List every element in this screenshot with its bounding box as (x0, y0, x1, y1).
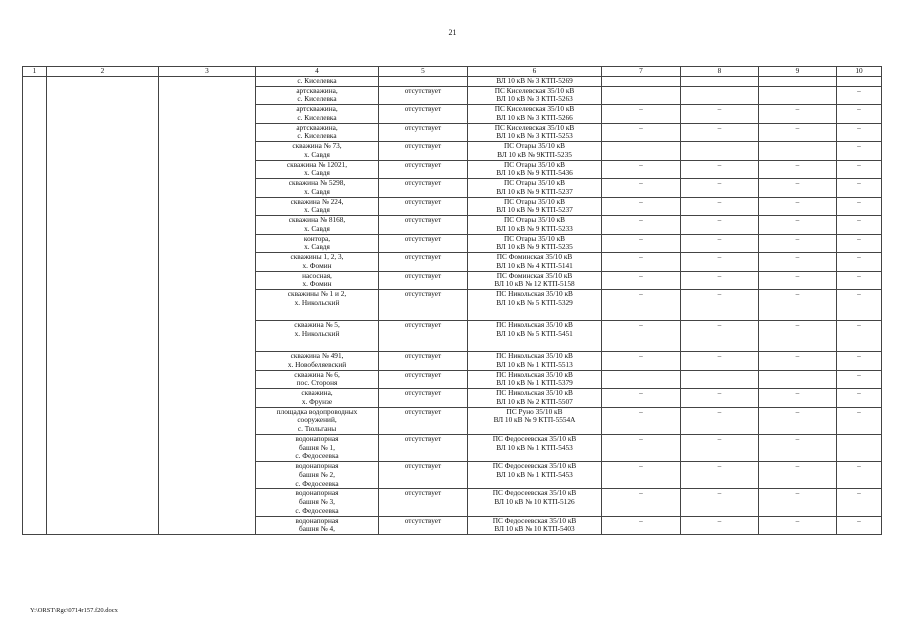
col7-cell: – (602, 197, 681, 216)
object-cell-line: артскважина, (296, 86, 338, 95)
substation-cell-line: ПС Фоминская 35/10 кВ (496, 252, 573, 261)
column-header: 8 (681, 67, 759, 77)
object-cell-line: сооружений, (297, 415, 337, 425)
col10-cell (837, 434, 882, 461)
substation-cell (468, 321, 602, 352)
object-cell (256, 290, 379, 321)
column-header: 9 (759, 67, 837, 77)
substation-cell-line: ВЛ 10 кВ № 1 КТП-5379 (496, 378, 573, 388)
substation-cell (468, 389, 602, 408)
col9-cell: – (759, 179, 837, 198)
source-cell: отсутствует (379, 516, 468, 535)
col7-cell: – (602, 321, 681, 352)
substation-cell (468, 462, 602, 489)
column-header: 10 (837, 67, 882, 77)
object-cell-line: с. Киселевка (297, 76, 337, 85)
substation-cell (468, 86, 602, 105)
substation-cell-line: ВЛ 10 кВ № 3 КТП-5263 (496, 94, 573, 104)
source-cell: отсутствует (379, 123, 468, 142)
col8-cell: – (681, 105, 759, 124)
substation-cell-line: ВЛ 10 кВ № 5 КТП-5451 (496, 328, 573, 338)
object-cell-line: х. Савдя (304, 186, 330, 196)
col7-cell: – (602, 407, 681, 434)
col10-cell: – (837, 462, 882, 489)
substation-cell-line: ПС Отары 35/10 кВ (504, 178, 565, 187)
col7-cell: – (602, 352, 681, 371)
substation-cell (468, 76, 602, 86)
col8-cell: – (681, 516, 759, 535)
substation-cell-line: ПС Никольская 35/10 кВ (496, 320, 573, 329)
object-cell-line: башня № 2, (299, 469, 335, 479)
substation-cell-line: ВЛ 10 кВ № 5 КТП-5329 (496, 297, 573, 307)
substation-cell-line: ПС Отары 35/10 кВ (504, 197, 565, 206)
source-cell: отсутствует (379, 86, 468, 105)
object-cell-line: х. Савдя (304, 223, 330, 233)
col9-cell: – (759, 462, 837, 489)
col8-cell (681, 86, 759, 105)
object-cell-line: скважина № 6, (294, 370, 340, 379)
substation-cell-line: ВЛ 10 кВ № 12 КТП-5158 (494, 279, 575, 289)
substation-cell (468, 179, 602, 198)
object-cell (256, 123, 379, 142)
col8-cell: – (681, 179, 759, 198)
column-header: 7 (602, 67, 681, 77)
object-cell-line: водонапорная (295, 434, 339, 443)
source-cell: отсутствует (379, 462, 468, 489)
substation-cell (468, 290, 602, 321)
col7-cell: – (602, 160, 681, 179)
col9-cell: – (759, 389, 837, 408)
substation-cell-line: ВЛ 10 кВ № 9 КТП-5233 (496, 223, 573, 233)
col10-cell: – (837, 216, 882, 235)
col8-cell: – (681, 489, 759, 516)
object-cell (256, 407, 379, 434)
substation-cell (468, 434, 602, 461)
col8-cell: – (681, 321, 759, 352)
object-cell (256, 179, 379, 198)
col9-cell: – (759, 516, 837, 535)
source-cell (379, 76, 468, 86)
object-cell-line: х. Савдя (304, 168, 330, 178)
substation-cell-line: ВЛ 10 кВ № 4 КТП-5141 (496, 260, 573, 270)
col10-cell (837, 76, 882, 86)
col10-cell: – (837, 160, 882, 179)
source-cell: отсутствует (379, 160, 468, 179)
col10-cell: – (837, 105, 882, 124)
object-cell-line: водонапорная (295, 516, 339, 525)
column-header: 1 (23, 67, 47, 77)
substation-cell-line: ПС Руно 35/10 кВ (506, 407, 563, 416)
source-cell: отсутствует (379, 234, 468, 253)
substation-cell-line: ПС Отары 35/10 кВ (504, 234, 565, 243)
object-cell-line: х. Фомин (302, 279, 332, 289)
source-cell: отсутствует (379, 105, 468, 124)
col8-cell: – (681, 216, 759, 235)
substation-cell-line: ПС Федосеевская 35/10 кВ (492, 434, 577, 443)
col8-cell (681, 76, 759, 86)
object-cell (256, 516, 379, 535)
substation-cell (468, 370, 602, 389)
substation-cell (468, 142, 602, 161)
col10-cell: – (837, 197, 882, 216)
column-header: 5 (379, 67, 468, 77)
substation-cell (468, 160, 602, 179)
object-cell-line: скважина № 5298, (288, 178, 346, 187)
col8-cell (681, 370, 759, 389)
col9-cell: – (759, 105, 837, 124)
object-cell-line: с. Киселевка (297, 131, 337, 141)
col9-cell: – (759, 160, 837, 179)
source-cell: отсутствует (379, 197, 468, 216)
col7-cell (602, 370, 681, 389)
object-cell (256, 86, 379, 105)
object-cell-line: с. Федосеевка (295, 505, 339, 515)
col8-cell: – (681, 389, 759, 408)
column-header: 6 (468, 67, 602, 77)
object-cell (256, 370, 379, 389)
source-cell: отсутствует (379, 407, 468, 434)
col8-cell: – (681, 123, 759, 142)
col8-cell: – (681, 253, 759, 272)
object-cell (256, 105, 379, 124)
object-cell (256, 434, 379, 461)
col2-cell (47, 76, 159, 534)
col7-cell: – (602, 123, 681, 142)
col10-cell: – (837, 234, 882, 253)
col7-cell (602, 86, 681, 105)
col8-cell (681, 142, 759, 161)
substation-cell (468, 352, 602, 371)
substation-cell (468, 234, 602, 253)
object-cell-line: х. Савдя (304, 149, 330, 159)
object-cell (256, 321, 379, 352)
col1-cell (23, 76, 47, 534)
object-cell-line: насосная, (302, 271, 332, 280)
source-cell: отсутствует (379, 216, 468, 235)
substation-cell-line: ВЛ 10 кВ № 1 КТП-5453 (496, 442, 573, 452)
col7-cell: – (602, 489, 681, 516)
object-cell-line: контора, (303, 234, 331, 243)
file-path-footer: Y:\ORST\Rgc\0714r157.f20.docx (30, 607, 118, 614)
substation-cell-line: ВЛ 10 кВ № 3 КТП-5253 (496, 131, 573, 141)
col8-cell: – (681, 290, 759, 321)
source-cell: отсутствует (379, 370, 468, 389)
col10-cell: – (837, 271, 882, 290)
substation-cell-line: ВЛ 10 кВ № 10 КТП-5126 (494, 497, 575, 506)
object-cell-line: х. Савдя (304, 242, 330, 252)
col8-cell: – (681, 434, 759, 461)
col7-cell: – (602, 434, 681, 461)
col10-cell: – (837, 321, 882, 352)
col10-cell: – (837, 352, 882, 371)
object-cell (256, 462, 379, 489)
col9-cell: – (759, 290, 837, 321)
col7-cell: – (602, 462, 681, 489)
object-cell-line: водонапорная (295, 461, 339, 470)
data-table (22, 66, 882, 535)
substation-cell-line: ПС Федосеевская 35/10 кВ (492, 516, 577, 525)
col7-cell: – (602, 216, 681, 235)
object-cell-line: скважина № 491, (290, 351, 344, 360)
substation-cell-line: ПС Киселевская 35/10 кВ (494, 86, 575, 95)
object-cell-line: башня № 3, (299, 497, 335, 506)
col7-cell: – (602, 179, 681, 198)
col8-cell: – (681, 352, 759, 371)
object-cell-line: х. Фомин (302, 260, 332, 270)
object-cell-line: с. Федосеевка (295, 451, 339, 461)
source-cell: отсутствует (379, 142, 468, 161)
substation-cell-line: ВЛ 10 кВ № 9 КТП-5235 (496, 242, 573, 252)
substation-cell-line: ПС Отары 35/10 кВ (504, 141, 565, 150)
col9-cell (759, 142, 837, 161)
col9-cell: – (759, 216, 837, 235)
col9-cell: – (759, 489, 837, 516)
object-cell-line: х. Никольский (294, 297, 340, 307)
col7-cell: – (602, 290, 681, 321)
source-cell: отсутствует (379, 434, 468, 461)
substation-cell-line: ПС Федосеевская 35/10 кВ (492, 461, 577, 470)
substation-cell-line: ВЛ 10 кВ № 9 КТП-5237 (496, 205, 573, 215)
column-header: 3 (159, 67, 256, 77)
col10-cell: – (837, 389, 882, 408)
object-cell-line: скважина № 5, (294, 320, 340, 329)
page-number: 21 (448, 28, 457, 37)
col9-cell: – (759, 253, 837, 272)
col9-cell (759, 370, 837, 389)
substation-cell (468, 516, 602, 535)
col7-cell: – (602, 271, 681, 290)
object-cell-line: площадка водопроводных (276, 407, 358, 416)
object-cell-line: х. Фрунзе (301, 396, 333, 406)
object-cell (256, 76, 379, 86)
col9-cell: – (759, 123, 837, 142)
col9-cell: – (759, 197, 837, 216)
substation-cell-line: ВЛ 10 кВ № 9 КТП-5436 (496, 168, 573, 178)
substation-cell (468, 407, 602, 434)
substation-cell-line: ВЛ 10 кВ № 2 КТП-5507 (496, 396, 573, 406)
object-cell-line: с. Тюльганы (297, 424, 337, 433)
col8-cell: – (681, 160, 759, 179)
source-cell: отсутствует (379, 489, 468, 516)
substation-cell (468, 123, 602, 142)
col8-cell: – (681, 271, 759, 290)
substation-cell-line: ПС Никольская 35/10 кВ (496, 388, 573, 397)
column-number-row (23, 67, 882, 77)
substation-cell-line: ПС Киселевская 35/10 кВ (494, 104, 575, 113)
source-cell: отсутствует (379, 179, 468, 198)
object-cell-line: с. Федосеевка (295, 478, 339, 488)
col8-cell: – (681, 234, 759, 253)
col9-cell: – (759, 321, 837, 352)
substation-cell-line: ВЛ 10 кВ № 1 КТП-5513 (496, 359, 573, 369)
substation-cell (468, 216, 602, 235)
object-cell-line: скважина, (301, 388, 333, 397)
col7-cell (602, 76, 681, 86)
substation-cell-line: ПС Отары 35/10 кВ (504, 215, 565, 224)
col9-cell: – (759, 407, 837, 434)
object-cell-line: водонапорная (295, 488, 339, 498)
col8-cell: – (681, 462, 759, 489)
object-cell-line: скважины 1, 2, 3, (290, 252, 344, 261)
object-cell (256, 253, 379, 272)
source-cell: отсутствует (379, 321, 468, 352)
object-cell-line: пос. Стороня (296, 378, 338, 388)
substation-cell-line: ПС Киселевская 35/10 кВ (494, 123, 575, 132)
substation-cell-line: ВЛ 10 кВ № 10 КТП-5403 (494, 524, 575, 534)
substation-cell-line: ПС Фоминская 35/10 кВ (496, 271, 573, 280)
col10-cell: – (837, 407, 882, 434)
col9-cell: – (759, 434, 837, 461)
substation-cell (468, 105, 602, 124)
col9-cell: – (759, 352, 837, 371)
substation-cell-line: ВЛ 10 кВ № 3 КТП-5266 (496, 112, 573, 122)
table-body (23, 76, 882, 534)
substation-cell-line: ВЛ 10 кВ № 9 КТП-5554А (493, 415, 576, 425)
source-cell: отсутствует (379, 290, 468, 321)
source-cell: отсутствует (379, 389, 468, 408)
col10-cell: – (837, 253, 882, 272)
col7-cell (602, 142, 681, 161)
object-cell-line: башня № 4, (299, 524, 335, 534)
col7-cell: – (602, 253, 681, 272)
substation-cell-line: ПС Никольская 35/10 кВ (496, 370, 573, 379)
object-cell-line: с. Киселевка (297, 94, 337, 104)
col7-cell: – (602, 234, 681, 253)
col9-cell: – (759, 234, 837, 253)
col8-cell: – (681, 197, 759, 216)
object-cell-line: скважина № 8168, (288, 215, 346, 224)
object-cell (256, 489, 379, 516)
col10-cell: – (837, 370, 882, 389)
object-cell-line: скважины № 1 и 2, (287, 289, 347, 298)
object-cell (256, 160, 379, 179)
object-cell (256, 389, 379, 408)
col7-cell: – (602, 389, 681, 408)
object-cell (256, 197, 379, 216)
object-cell-line: артскважина, (296, 123, 338, 132)
col9-cell (759, 86, 837, 105)
object-cell (256, 234, 379, 253)
object-cell-line: башня № 1, (299, 442, 335, 452)
object-cell (256, 216, 379, 235)
column-header: 4 (256, 67, 379, 77)
col8-cell: – (681, 407, 759, 434)
object-cell-line: с. Киселевка (297, 112, 337, 122)
substation-cell-line: ПС Федосеевская 35/10 кВ (492, 488, 577, 498)
substation-cell (468, 489, 602, 516)
object-cell-line: х. Никольский (294, 328, 340, 338)
object-cell-line: скважина № 224, (290, 197, 344, 206)
col7-cell: – (602, 105, 681, 124)
object-cell (256, 352, 379, 371)
substation-cell (468, 253, 602, 272)
substation-cell-line: ВЛ 10 кВ № 1 КТП-5453 (496, 469, 573, 479)
substation-cell (468, 271, 602, 290)
object-cell-line: х. Новобеляевский (287, 359, 347, 369)
col9-cell (759, 76, 837, 86)
source-cell: отсутствует (379, 352, 468, 371)
object-cell-line: х. Савдя (304, 205, 330, 215)
substation-cell-line: ВЛ 10 кВ № 9 КТП-5237 (496, 186, 573, 196)
substation-cell (468, 197, 602, 216)
object-cell (256, 142, 379, 161)
column-header: 2 (47, 67, 159, 77)
col10-cell: – (837, 516, 882, 535)
substation-cell-line: ВЛ 10 кВ № 3 КТП-5269 (496, 76, 573, 85)
object-cell (256, 271, 379, 290)
substation-cell-line: ПС Никольская 35/10 кВ (496, 351, 573, 360)
source-cell: отсутствует (379, 253, 468, 272)
col10-cell: – (837, 86, 882, 105)
col9-cell: – (759, 271, 837, 290)
table-row (23, 76, 882, 86)
object-cell-line: артскважина, (296, 104, 338, 113)
substation-cell-line: ВЛ 10 кВ № 9КТП-5235 (497, 149, 572, 159)
substation-cell-line: ПС Никольская 35/10 кВ (496, 289, 573, 298)
col10-cell: – (837, 179, 882, 198)
col10-cell: – (837, 142, 882, 161)
col3-cell (159, 76, 256, 534)
col10-cell: – (837, 123, 882, 142)
col7-cell: – (602, 516, 681, 535)
substation-cell-line: ПС Отары 35/10 кВ (504, 160, 565, 169)
source-cell: отсутствует (379, 271, 468, 290)
col10-cell: – (837, 290, 882, 321)
col10-cell: – (837, 489, 882, 516)
object-cell-line: скважина № 73, (292, 141, 342, 150)
object-cell-line: скважина № 12021, (286, 160, 348, 169)
